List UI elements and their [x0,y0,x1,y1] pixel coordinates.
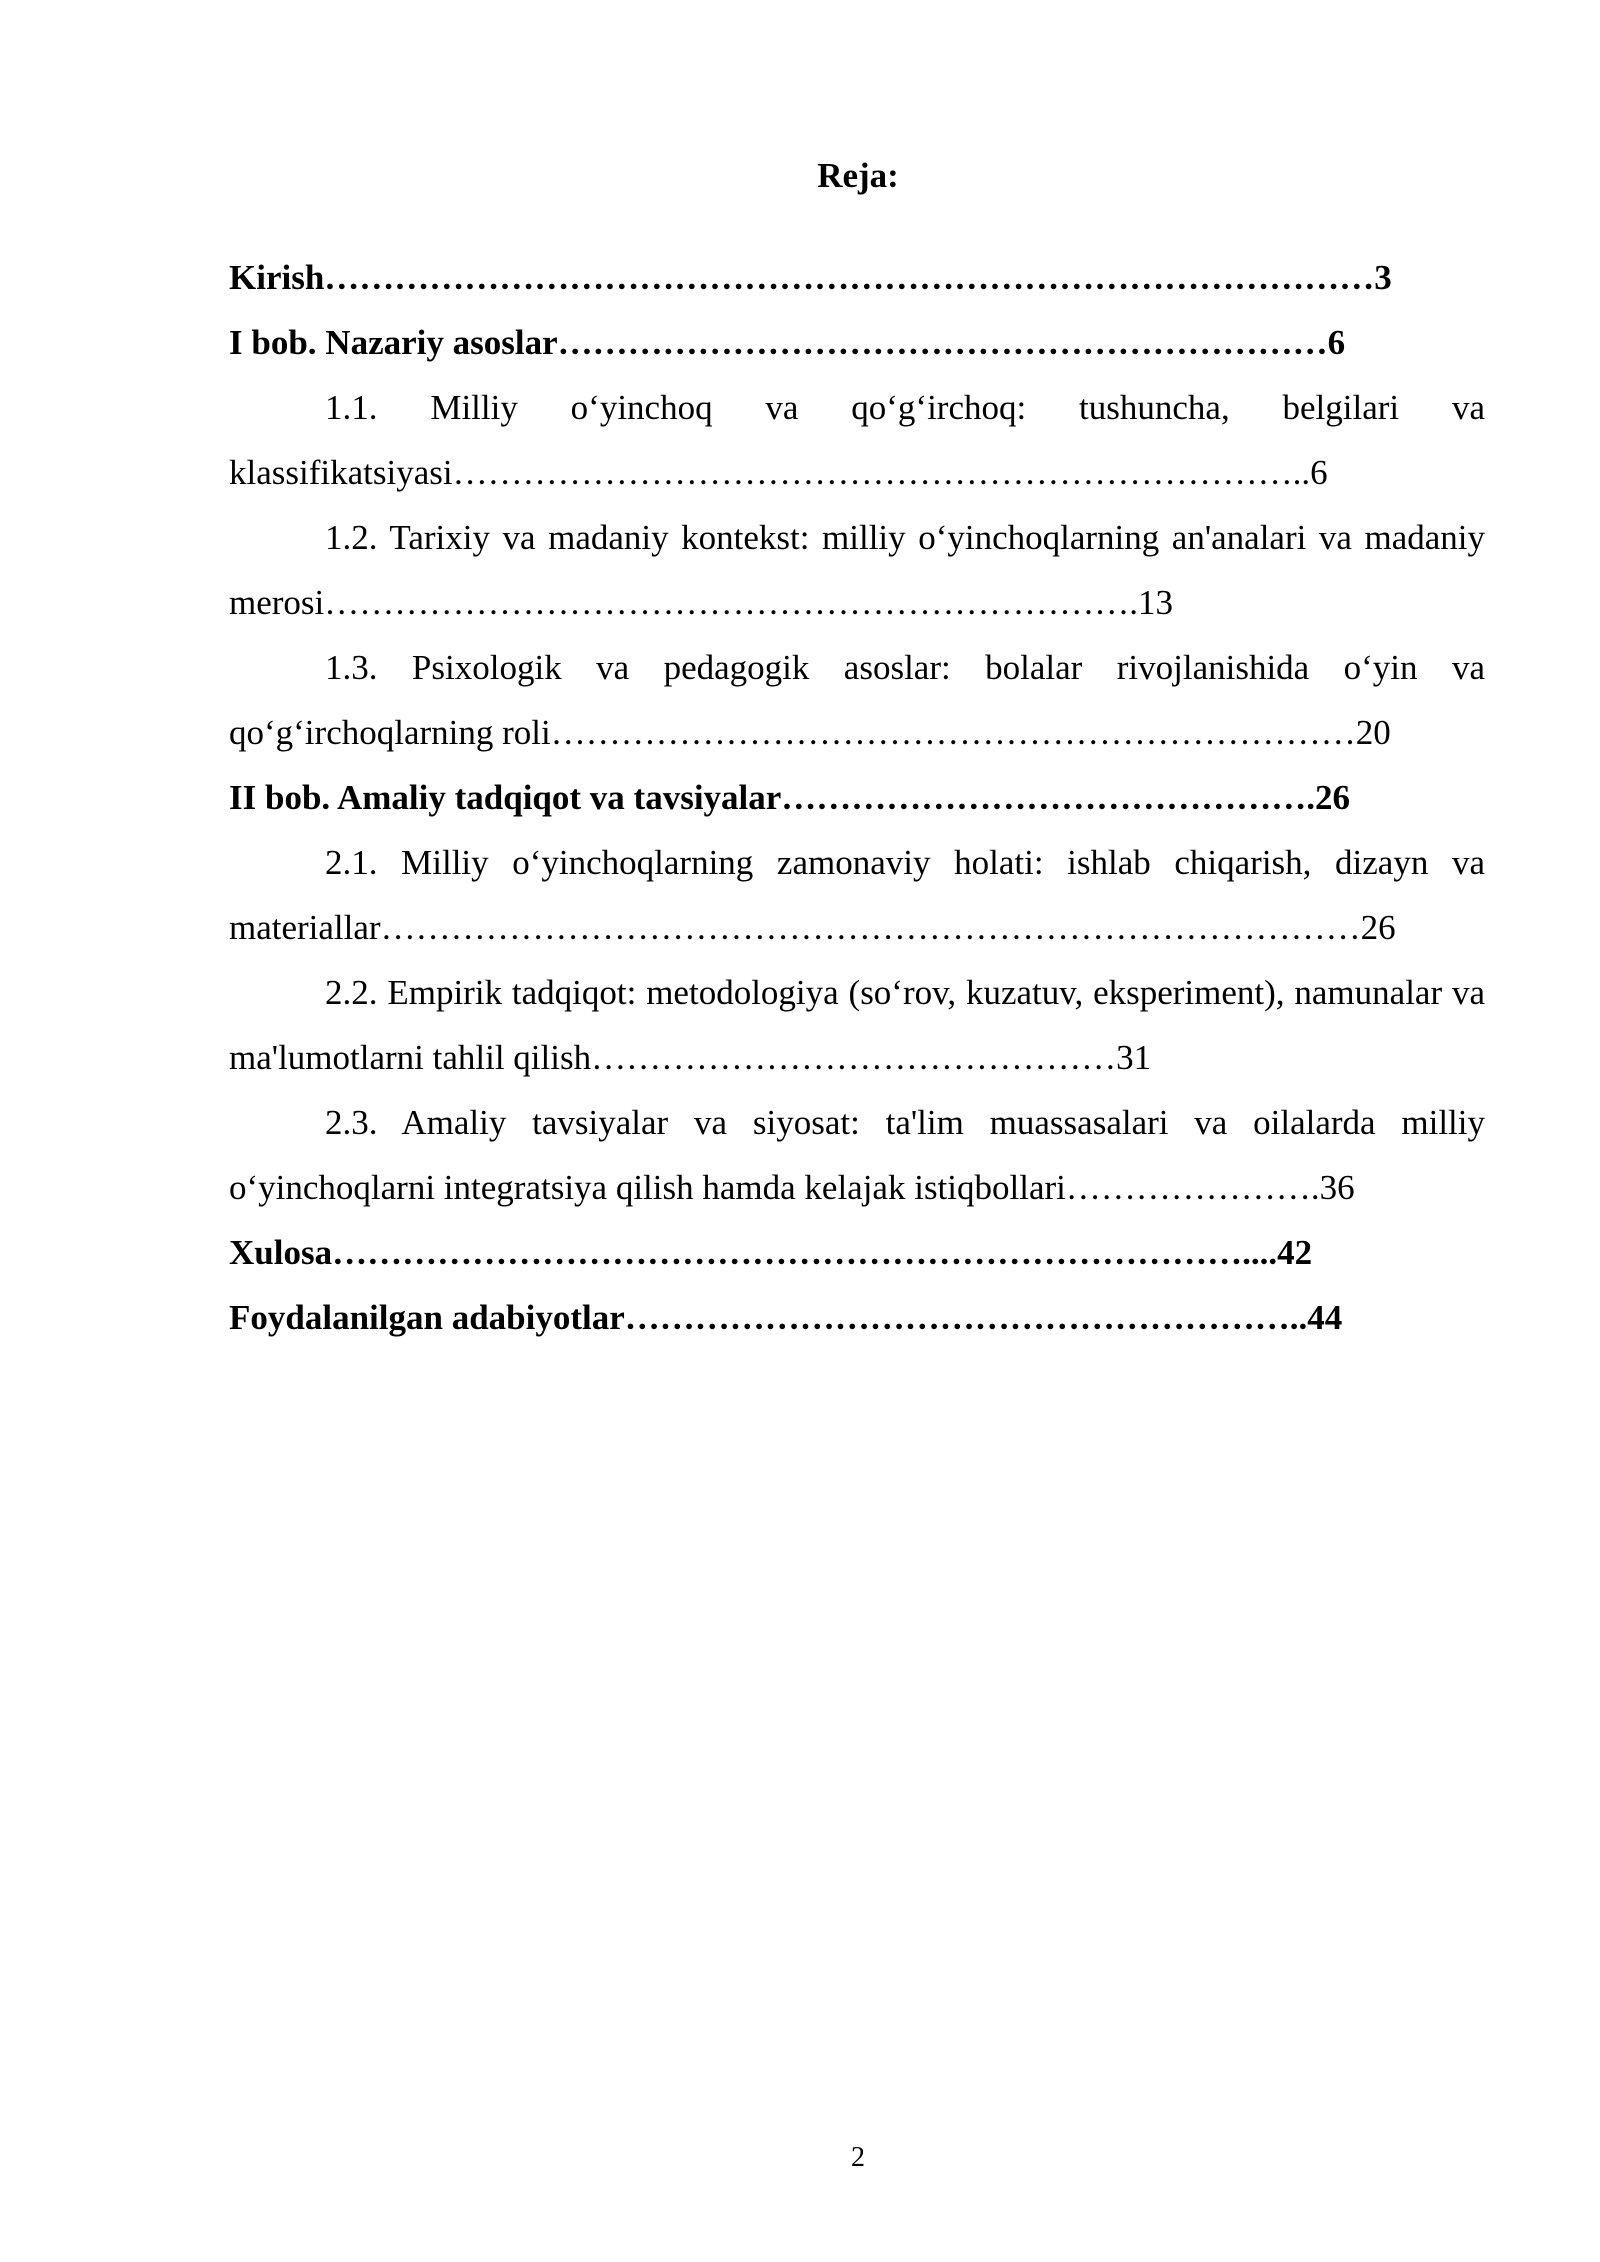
toc-entry-section-2-1: 2.1. Milliy o‘yinchoqlarning zamonaviy holati: ishlab chiqarish, dizayn va materiallar…………………………………………………………………………26 [229,843,1485,947]
toc-entry-section-2-3: 2.3. Amaliy tavsiyalar va siyosat: ta'lim muassasalari va oilalarda milliy o‘yinchoqlarni integratsiya qilish hamda kelajak istiqbollari………………….36 [229,1103,1485,1207]
toc-entry-section-1-2: 1.2. Tarixiy va madaniy kontekst: milliy o‘yinchoqlarning an'analari va madaniy merosi…………………………………………………………….13 [229,518,1485,622]
toc-entry-section-1-1: 1.1. Milliy o‘yinchoq va qo‘g‘irchoq: tushuncha, belgilari va klassifikatsiyasi………………………………………………………………..6 [229,388,1485,492]
table-of-contents [229,245,1485,1350]
toc-entry-section-2-2: 2.2. Empirik tadqiqot: metodologiya (so‘rov, kuzatuv, eksperiment), namunalar va ma'lumotlarni tahlil qilish………………………………………31 [229,973,1485,1077]
toc-entry-xulosa: Xulosa……………………………………………………………………....42 [229,1233,1313,1272]
toc-entry-chapter-1: I bob. Nazariy asoslar…………………………………………………………6 [229,323,1346,362]
page-number: 2 [851,2142,865,2173]
toc-entry-section-1-3: 1.3. Psixologik va pedagogik asoslar: bolalar rivojlanishida o‘yin va qo‘g‘irchoqlarning roli……………………………………………………………20 [229,648,1485,752]
toc-entry-kirish: Kirish………………………………………………………………………………3 [229,258,1392,297]
page-title: Reja: [817,156,899,195]
toc-entry-chapter-2: II bob. Amaliy tadqiqot va tavsiyalar……………………………………….26 [229,778,1351,817]
toc-entry-adabiyotlar: Foydalanilgan adabiyotlar…………………………………………………..44 [229,1298,1343,1337]
